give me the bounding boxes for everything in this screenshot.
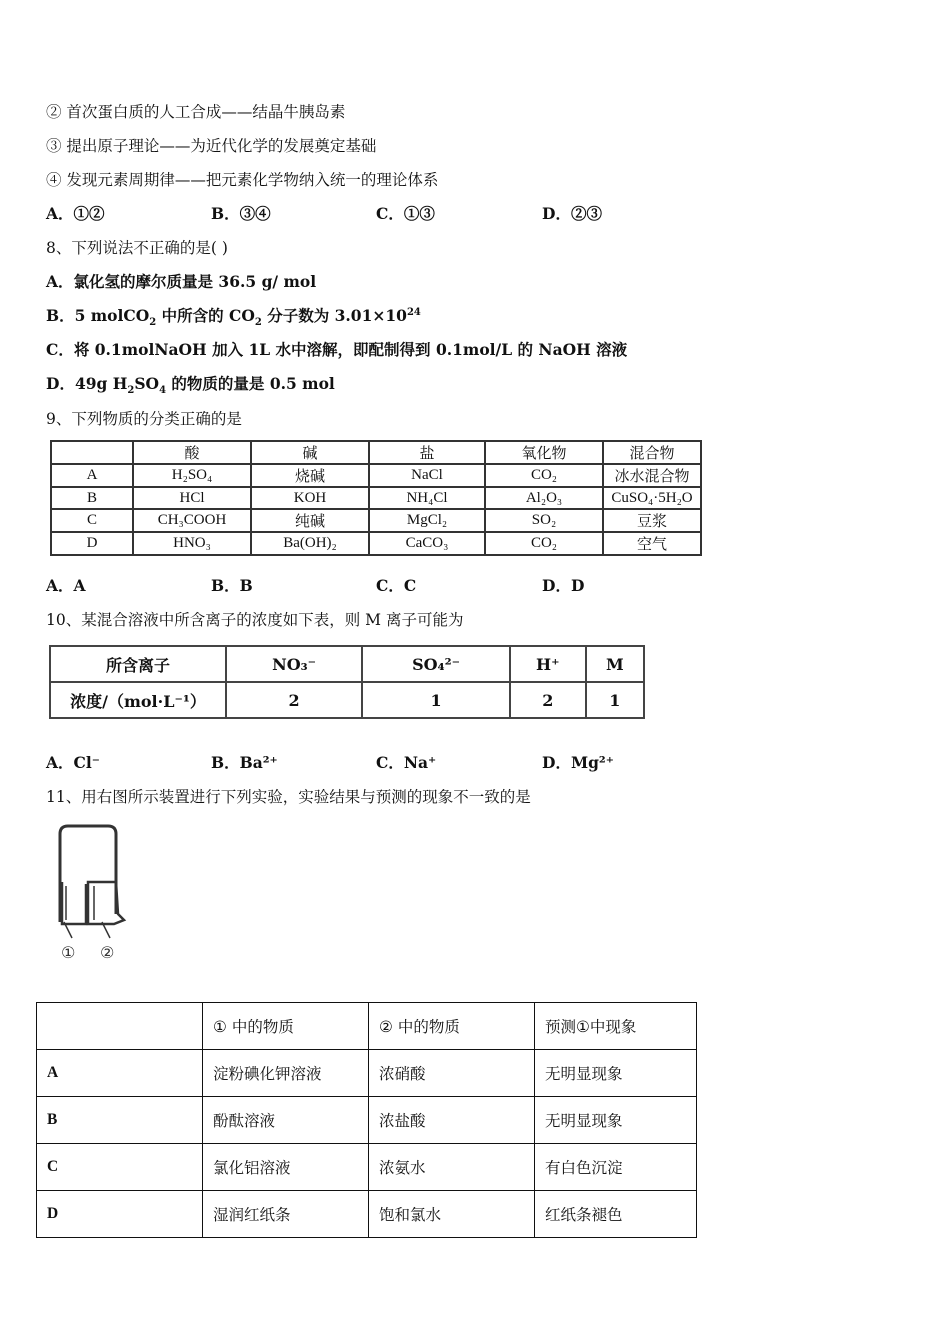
q10-stem: 10、某混合溶液中所含离子的浓度如下表，则 M 离子可能为	[46, 611, 464, 629]
history-item-2: ② 首次蛋白质的人工合成——结晶牛胰岛素	[46, 103, 346, 121]
table-cell: H⁺	[510, 646, 586, 682]
q11-stem: 11、用右图所示装置进行下列实验，实验结果与预测的现象不一致的是	[46, 788, 531, 806]
table-row	[37, 1191, 697, 1238]
table-cell: H₂SO₄	[133, 464, 251, 487]
table-cell: 淀粉碘化钾溶液	[203, 1050, 369, 1097]
table-cell: 盐	[369, 441, 485, 464]
q8-d-text-1: D．49g H	[46, 374, 128, 393]
table-cell: ② 中的物质	[369, 1003, 535, 1050]
q10-option-d: D．Mg²⁺	[542, 753, 614, 772]
apparatus-label-2: ②	[100, 943, 115, 962]
table-row	[51, 509, 701, 532]
q8-b-text-3: 分子数为 3.01×10	[261, 306, 407, 325]
q8-option-a: A．氯化氢的摩尔质量是 36.5 g/ mol	[46, 272, 317, 291]
table-row	[37, 1144, 697, 1191]
table-cell: NO₃⁻	[226, 646, 362, 682]
table-cell: C	[37, 1144, 203, 1191]
table-cell: B	[37, 1097, 203, 1144]
table-header-row	[50, 646, 644, 682]
q9-stem: 9、下列物质的分类正确的是	[46, 410, 242, 428]
table-cell: 酸	[133, 441, 251, 464]
table-cell: HCl	[133, 487, 251, 509]
table-cell: 有白色沉淀	[535, 1144, 697, 1191]
table-cell: 混合物	[603, 441, 701, 464]
table-cell: 浓硝酸	[369, 1050, 535, 1097]
q10-option-b: B．Ba²⁺	[211, 753, 278, 772]
table-cell: 浓度/（mol·L⁻¹）	[50, 682, 226, 718]
table-cell: Ba(OH)₂	[251, 532, 369, 555]
table-cell: CO₂	[485, 464, 603, 487]
table-row	[37, 1050, 697, 1097]
table-cell: HNO₃	[133, 532, 251, 555]
table-cell: 酚酞溶液	[203, 1097, 369, 1144]
q8-d-sub-1: 2	[127, 385, 135, 397]
table-cell: A	[37, 1050, 203, 1097]
table-cell: 无明显现象	[535, 1050, 697, 1097]
q8-stem: 8、下列说法不正确的是( )	[46, 239, 228, 257]
q8-d-text-2: SO	[134, 374, 160, 393]
q8-d-text-3: 的物质的量是 0.5 mol	[166, 374, 335, 393]
table-cell: 所含离子	[50, 646, 226, 682]
table-cell: 纯碱	[251, 509, 369, 532]
table-cell: 1	[586, 682, 644, 718]
table-cell: D	[37, 1191, 203, 1238]
q9-option-a: A．A	[46, 576, 86, 595]
table-cell: CaCO₃	[369, 532, 485, 555]
table-cell: NaCl	[369, 464, 485, 487]
table-cell: 无明显现象	[535, 1097, 697, 1144]
q9-option-d: D．D	[542, 576, 585, 595]
table-cell: A	[51, 464, 133, 487]
q8-b-text-2: 中所含的 CO	[156, 306, 255, 325]
table-cell	[51, 441, 133, 464]
table-cell: NH₄Cl	[369, 487, 485, 509]
table-cell: SO₄²⁻	[362, 646, 510, 682]
q11-table	[36, 1002, 697, 1238]
table-cell: 预测①中现象	[535, 1003, 697, 1050]
history-item-3: ③ 提出原子理论——为近代化学的发展奠定基础	[46, 137, 377, 155]
q8-d-sub-2: 4	[159, 385, 167, 397]
q8-option-d	[46, 373, 335, 395]
q7-option-d: D．②③	[542, 204, 602, 223]
table-cell: C	[51, 509, 133, 532]
table-cell: 浓盐酸	[369, 1097, 535, 1144]
table-cell	[37, 1003, 203, 1050]
table-cell: SO₂	[485, 509, 603, 532]
q7-option-c: C．①③	[376, 204, 435, 223]
table-cell: 饱和氯水	[369, 1191, 535, 1238]
table-cell: 浓氨水	[369, 1144, 535, 1191]
q8-b-sup: 24	[406, 306, 421, 318]
table-cell: CO₂	[485, 532, 603, 555]
q8-b-sub-1: 2	[149, 317, 157, 329]
table-row	[51, 464, 701, 487]
q8-b-text-1: B．5 molCO	[46, 306, 150, 325]
table-cell: B	[51, 487, 133, 509]
table-row	[51, 487, 701, 509]
q7-option-a: A．①②	[46, 204, 105, 223]
table-cell: 烧碱	[251, 464, 369, 487]
table-cell: 1	[362, 682, 510, 718]
apparatus-diagram-icon	[52, 820, 132, 968]
table-cell: 红纸条褪色	[535, 1191, 697, 1238]
table-cell: 2	[226, 682, 362, 718]
table-cell: 湿润红纸条	[203, 1191, 369, 1238]
table-cell: Al₂O₃	[485, 487, 603, 509]
apparatus-label-1: ①	[61, 943, 76, 962]
q10-option-c: C．Na⁺	[376, 753, 437, 772]
q9-option-c: C．C	[376, 576, 417, 595]
table-header-row	[37, 1003, 697, 1050]
table-cell: M	[586, 646, 644, 682]
q10-table	[49, 645, 645, 719]
q9-option-b: B．B	[211, 576, 253, 595]
q8-option-c: C．将 0.1molNaOH 加入 1L 水中溶解，即配制得到 0.1mol/L 的 NaOH 溶液	[46, 340, 628, 359]
table-cell: 氯化铝溶液	[203, 1144, 369, 1191]
table-cell: MgCl₂	[369, 509, 485, 532]
table-cell: 2	[510, 682, 586, 718]
table-cell: ① 中的物质	[203, 1003, 369, 1050]
table-cell: CH₃COOH	[133, 509, 251, 532]
table-row	[37, 1097, 697, 1144]
table-cell: 碱	[251, 441, 369, 464]
q8-option-b	[46, 305, 421, 327]
q7-option-b: B．③④	[211, 204, 271, 223]
table-cell: D	[51, 532, 133, 555]
history-item-4: ④ 发现元素周期律——把元素化学物纳入统一的理论体系	[46, 171, 439, 189]
table-row	[50, 682, 644, 718]
table-cell: CuSO₄·5H₂O	[603, 487, 701, 509]
table-header-row	[51, 441, 701, 464]
table-cell: 空气	[603, 532, 701, 555]
table-cell: 冰水混合物	[603, 464, 701, 487]
q8-b-sub-2: 2	[254, 317, 262, 329]
table-cell: KOH	[251, 487, 369, 509]
table-row	[51, 532, 701, 555]
table-cell: 豆浆	[603, 509, 701, 532]
table-cell: 氧化物	[485, 441, 603, 464]
q10-option-a: A．Cl⁻	[46, 753, 100, 772]
q9-table	[50, 440, 702, 556]
